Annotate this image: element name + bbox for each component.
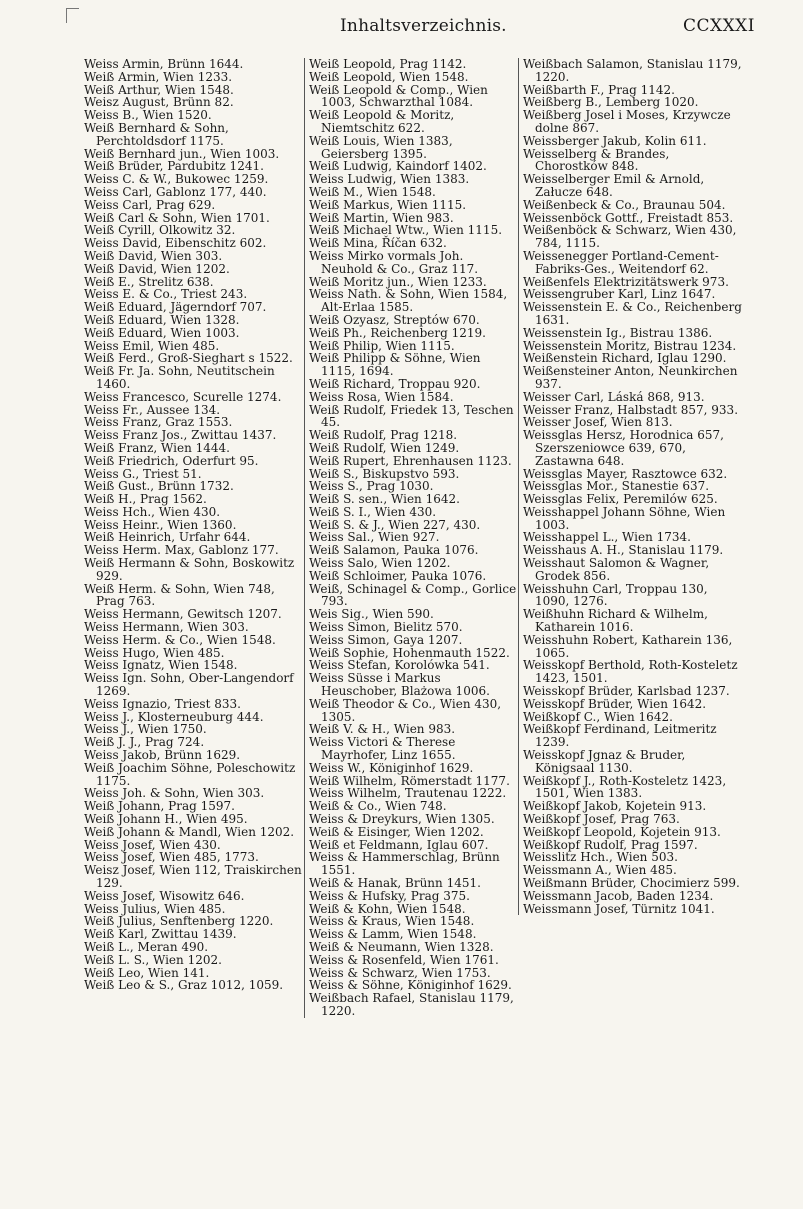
index-entry: Weiss Victori & Therese Mayrhofer, Linz 1655.: [309, 735, 456, 763]
index-entry: Weiß Leopold & Comp., Wien 1003, Schwarzthal 1084.: [309, 82, 488, 110]
index-entry: Weiß H., Prag 1562.: [84, 492, 207, 507]
index-entry: Weiß V. & H., Wien 983.: [309, 722, 456, 737]
index-entry: Weiss Herm. Max, Gablonz 177.: [84, 543, 279, 558]
index-entry: Weisskopf Brüder, Karlsbad 1237.: [523, 684, 730, 699]
index-entry: Weiss Hermann, Gewitsch 1207.: [84, 607, 282, 622]
index-entry: Weiß Johann & Mandl, Wien 1202.: [84, 824, 295, 839]
index-entry: Weiss Josef, Wisowitz 646.: [84, 888, 245, 903]
index-entry: Weißensteiner Anton, Neunkirchen 937.: [523, 364, 738, 391]
index-entry: Weiß Johann H., Wien 495.: [84, 812, 248, 827]
index-entry: Weiss Josef, Wien 430.: [84, 837, 221, 852]
index-entry: Weiß Louis, Wien 1383, Geiersberg 1395.: [309, 133, 453, 161]
index-entry: Weiß Karl, Zwittau 1439.: [84, 927, 237, 942]
index-entry: Weiß Hermann & Sohn, Boskowitz 929.: [84, 556, 295, 583]
index-entry: Weisshuhn Carl, Troppau 130, 1090, 1276.: [523, 581, 708, 609]
index-entry: Weiß Bernhard & Sohn, Perchtoldsdorf 1175.: [84, 120, 229, 148]
index-entry: Weiß E., Strelitz 638.: [84, 274, 214, 289]
index-entry: Weiß Ozyasz, Streptów 670.: [309, 312, 480, 327]
index-entry: Weiß L. S., Wien 1202.: [84, 952, 222, 967]
index-entry: Weißenbeck & Co., Braunau 504.: [523, 197, 726, 212]
index-entry: Weißkopf Josef, Prag 763.: [523, 812, 680, 827]
index-entry: Weiss Fr., Aussee 134.: [84, 402, 221, 417]
index-entry: Weißenböck & Schwarz, Wien 430, 784, 1115.: [523, 223, 737, 251]
index-entry: Weiß Herm. & Sohn, Wien 748, Prag 763.: [84, 581, 275, 609]
index-entry: Weissenstein Ig., Bistrau 1386.: [523, 325, 713, 340]
index-entry: Weiss Ignazio, Triest 833.: [84, 696, 241, 711]
index-entry: Weiß Gust., Brünn 1732.: [84, 479, 234, 494]
index-entry: Weiss & Rosenfeld, Wien 1761.: [309, 952, 499, 967]
index-entry: Weiss Emil, Wien 485.: [84, 338, 220, 353]
index-entry: Weisshaut Salomon & Wagner, Grodek 856.: [523, 556, 710, 583]
index-entry: Weiß Julius, Senftenberg 1220.: [84, 914, 274, 929]
index-entry: Weiß Rudolf, Prag 1218.: [309, 428, 458, 443]
index-entry: Weissenböck Gottf., Freistadt 853.: [523, 210, 734, 225]
index-entry: Weiß & Neumann, Wien 1328.: [309, 939, 494, 954]
index-entry: Weiß Rudolf, Wien 1249.: [309, 440, 460, 455]
index-entry: Weiss W., Königinhof 1629.: [309, 760, 474, 775]
index-entry: Weiß Franz, Wien 1444.: [84, 440, 230, 455]
index-entry: Weißkopf Ferdinand, Leitmeritz 1239.: [523, 722, 717, 750]
index-entry: Weißkopf Leopold, Kojetein 913.: [523, 824, 721, 839]
index-entry: Weiß Philipp & Söhne, Wien 1115, 1694.: [309, 351, 481, 379]
index-entry: Weiss Hch., Wien 430.: [84, 504, 221, 519]
index-entry: Weiss Franz Jos., Zwittau 1437.: [84, 428, 277, 443]
page-number: CCXXXI: [682, 16, 755, 36]
index-entry: Weiss & Hufsky, Prag 375.: [309, 888, 470, 903]
index-entry: Weiß Leopold, Wien 1548.: [309, 69, 469, 84]
index-entry: Weiß Johann, Prag 1597.: [84, 799, 235, 814]
index-entry: Weiß Friedrich, Oderfurt 95.: [84, 453, 259, 468]
index-entry: Weiß Leo, Wien 141.: [84, 965, 210, 980]
index-entry: Weiß & Kohn, Wien 1548.: [309, 901, 466, 916]
index-entry: Weiss Ign. Sohn, Ober-Langendorf 1269.: [84, 671, 294, 699]
index-entry: Weiß Ferd., Groß-Sieghart s 1522.: [84, 351, 293, 366]
index-entry: Weiss Hugo, Wien 485.: [84, 645, 225, 660]
index-entry: Weiß S., Biskupstvo 593.: [309, 466, 460, 481]
index-entry: Weiss Jakob, Brünn 1629.: [84, 748, 241, 763]
index-entry: Weiß Leopold, Prag 1142.: [309, 57, 467, 71]
index-entry: Weiss David, Eibenschitz 602.: [84, 236, 267, 251]
index-entry: Weissglas Mor., Stanestie 637.: [523, 479, 710, 494]
index-entry: Weiß S. & J., Wien 227, 430.: [309, 517, 481, 532]
index-entry: Weiß Martin, Wien 983.: [309, 210, 454, 225]
index-entry: Weissmann Jacob, Baden 1234.: [523, 888, 714, 903]
index-entry: Weisser Carl, Láská 868, 913.: [523, 389, 705, 404]
index-entry: Weiß Salamon, Pauka 1076.: [309, 543, 479, 558]
index-entry: Weiss Joh. & Sohn, Wien 303.: [84, 786, 265, 801]
index-entry: Weiss S., Prag 1030.: [309, 479, 434, 494]
index-entry: Weißmann Brüder, Chocimierz 599.: [523, 876, 740, 890]
index-entry: Weiß Markus, Wien 1115.: [309, 197, 467, 212]
index-entry: Weiss Armin, Brünn 1644.: [84, 57, 244, 71]
index-entry: Weiss Josef, Wien 485, 1773.: [84, 850, 259, 865]
index-entry: Weiss Stefan, Korolówka 541.: [309, 658, 490, 673]
index-entry: Weisser Franz, Halbstadt 857, 933.: [523, 402, 739, 417]
index-entry: Weiss C. & W., Bukowec 1259.: [84, 172, 269, 187]
index-entry: Weissmann A., Wien 485.: [523, 863, 677, 878]
index-entry: Weißenfels Elektrizitätswerk 973.: [523, 274, 729, 289]
index-entry: Weiß Cyrill, Olkowitz 32.: [84, 223, 236, 238]
index-entry: Weiss Salo, Wien 1202.: [309, 556, 451, 571]
index-entry: Weißkopf Rudolf, Prag 1597.: [523, 837, 698, 852]
index-entry: Weiß J. J., Prag 724.: [84, 735, 205, 750]
page-title: Inhaltsverzeichnis.: [340, 16, 507, 36]
index-entry: Weiß Rupert, Ehrenhausen 1123.: [309, 453, 512, 468]
index-entry: Weiß Carl & Sohn, Wien 1701.: [84, 210, 270, 225]
index-entry: Weiß L., Meran 490.: [84, 939, 209, 954]
index-entry: Weisshaus A. H., Stanislau 1179.: [523, 543, 724, 558]
index-entry: Weiß M., Wien 1548.: [309, 184, 436, 199]
index-entry: Weiß Theodor & Co., Wien 430, 1305.: [309, 696, 502, 724]
index-entry: Weißberg Josel i Moses, Krzywcze dolne 867.: [523, 108, 731, 135]
index-entry: Weiß Rudolf, Friedek 13, Teschen 45.: [309, 402, 514, 430]
index-entry: Weiss Ignatz, Wien 1548.: [84, 658, 238, 673]
index-entry: Weiss G., Triest 51.: [84, 466, 202, 481]
page-header: [0, 16, 803, 42]
index-entry: Weißhuhn Richard & Wilhelm, Katharein 1016.: [523, 607, 708, 635]
index-entry: Weiss & Kraus, Wien 1548.: [309, 914, 475, 929]
index-entry: Weiß Ludwig, Kaindorf 1402.: [309, 159, 487, 174]
index-entry: Weißbarth F., Prag 1142.: [523, 82, 675, 97]
index-entry: Weißbach Salamon, Stanislau 1179, 1220.: [523, 57, 742, 84]
index-entry: Weisshuhn Robert, Katharein 136, 1065.: [523, 632, 733, 660]
index-entry: Weiß et Feldmann, Iglau 607.: [309, 837, 489, 852]
index-entry: Weiß Moritz jun., Wien 1233.: [309, 274, 487, 289]
index-entry: Weiß Arthur, Wien 1548.: [84, 82, 234, 97]
index-entry: Weiß Leo & S., Graz 1012, 1059.: [84, 978, 284, 993]
index-entry: Weiß, Schinagel & Comp., Gorlice 793.: [309, 581, 517, 609]
index-column-1: [84, 58, 302, 992]
index-entry: Weiss Carl, Gablonz 177, 440.: [84, 184, 267, 199]
index-entry: Weissberger Jakub, Kolin 611.: [523, 133, 707, 148]
index-entry: Weiss Süsse i Markus Heuschober, Blażowa 1006.: [309, 671, 490, 699]
index-entry: Weisshappel L., Wien 1734.: [523, 530, 691, 545]
index-entry: Weiss J., Wien 1750.: [84, 722, 207, 737]
index-entry: Weisz Josef, Wien 112, Traiskirchen 129.: [84, 863, 302, 890]
index-column-3: [518, 58, 745, 915]
index-entry: Weiss J., Klosterneuburg 444.: [84, 709, 264, 724]
index-entry: Weisskopf Brüder, Wien 1642.: [523, 696, 707, 711]
index-entry: Weiss Heinr., Wien 1360.: [84, 517, 237, 532]
index-entry: Weissengruber Karl, Linz 1647.: [523, 287, 716, 302]
index-entry: Weiß Michael Wtw., Wien 1115.: [309, 223, 503, 238]
index-entry: Weiß Bernhard jun., Wien 1003.: [84, 146, 280, 161]
index-entry: Weiss Herm. & Co., Wien 1548.: [84, 632, 276, 647]
index-entry: Weiß Leopold & Moritz, Niemtschitz 622.: [309, 108, 455, 135]
index-entry: Weiß David, Wien 303.: [84, 248, 223, 263]
index-entry: Weiss Carl, Prag 629.: [84, 197, 216, 212]
index-entry: Weiss Julius, Wien 485.: [84, 901, 226, 916]
index-entry: Weisshappel Johann Söhne, Wien 1003.: [523, 504, 726, 532]
index-entry: Weissenstein Moritz, Bistrau 1234.: [523, 338, 737, 353]
index-entry: Weiß Mina, Říčan 632.: [309, 236, 447, 251]
index-entry: Weiss & Lamm, Wien 1548.: [309, 927, 477, 942]
index-entry: Weiß & Co., Wien 748.: [309, 799, 447, 814]
index-entry: Weiss & Dreykurs, Wien 1305.: [309, 812, 495, 827]
index-entry: Weisselberger Emil & Arnold, Załucze 648.: [523, 172, 705, 199]
index-entry: Weiss & Hammerschlag, Brünn 1551.: [309, 850, 500, 878]
index-entry: Weiss Francesco, Scurelle 1274.: [84, 389, 282, 404]
index-entry: Weiß Philip, Wien 1115.: [309, 338, 455, 353]
index-entry: Weißkopf J., Roth-Kosteletz 1423, 1501, Wien 1383.: [523, 773, 727, 801]
index-entry: Weißberg B., Lemberg 1020.: [523, 95, 699, 110]
index-entry: Weiß S. I., Wien 430.: [309, 504, 437, 519]
index-entry: Weiss Rosa, Wien 1584.: [309, 389, 454, 404]
index-entry: Weisskopf Jgnaz & Bruder, Königsaal 1130.: [523, 748, 686, 775]
index-entry: Weiss Sal., Wien 927.: [309, 530, 440, 545]
index-entry: Weiß & Eisinger, Wien 1202.: [309, 824, 484, 839]
index-entry: Weiss Hermann, Wien 303.: [84, 620, 249, 635]
index-entry: Weisskopf Berthold, Roth-Kosteletz 1423, 1501.: [523, 658, 738, 686]
index-entry: Weiß David, Wien 1202.: [84, 261, 230, 276]
index-entry: Weiß Joachim Söhne, Poleschowitz 1175.: [84, 760, 296, 788]
index-entry: Weiß Richard, Troppau 920.: [309, 376, 481, 391]
index-entry: Weiss & Schwarz, Wien 1753.: [309, 965, 491, 980]
index-entry: Weiss E. & Co., Triest 243.: [84, 287, 248, 302]
index-entry: Weisz August, Brünn 82.: [84, 95, 234, 110]
index-entry: Weiß S. sen., Wien 1642.: [309, 492, 460, 507]
index-entry: Weis Sig., Wien 590.: [309, 607, 434, 622]
index-entry: Weiß Fr. Ja. Sohn, Neutitschein 1460.: [84, 364, 275, 391]
index-entry: Weissglas Hersz, Horodnica 657, Szerszeniowce 639, 670, Zastawna 648.: [523, 428, 724, 468]
index-entry: Weissglas Felix, Peremilów 625.: [523, 492, 718, 507]
index-entry: Weiss Ludwig, Wien 1383.: [309, 172, 470, 187]
index-entry: Weißbach Rafael, Stanislau 1179, 1220.: [309, 991, 514, 1018]
index-entry: Weiss Nath. & Sohn, Wien 1584, Alt-Erlaa 1585.: [309, 287, 508, 315]
index-entry: Weißkopf Jakob, Kojetein 913.: [523, 799, 707, 814]
index-entry: Weisser Josef, Wien 813.: [523, 415, 673, 430]
index-entry: Weiß Sophie, Hohenmauth 1522.: [309, 645, 510, 660]
index-entry: Weiß Eduard, Wien 1003.: [84, 325, 240, 340]
index-entry: Weißenstein Richard, Iglau 1290.: [523, 351, 727, 366]
index-entry: Weiss Simon, Bielitz 570.: [309, 620, 463, 635]
index-entry: Weissenstein E. & Co., Reichenberg 1631.: [523, 300, 742, 327]
index-entry: Weiß Heinrich, Urfahr 644.: [84, 530, 251, 545]
index-entry: Weissglas Mayer, Rasztowce 632.: [523, 466, 728, 481]
index-entry: Weissmann Josef, Türnitz 1041.: [523, 901, 715, 916]
index-entry: Weiss Mirko vormals Joh. Neuhold & Co., Graz 117.: [309, 248, 479, 276]
index-entry: Weisslitz Hch., Wien 503.: [523, 850, 678, 865]
index-entry: Weiß Wilhelm, Römerstadt 1177.: [309, 773, 510, 788]
index-entry: Weiss Wilhelm, Trautenau 1222.: [309, 786, 507, 801]
index-entry: Weiss Franz, Graz 1553.: [84, 415, 233, 430]
index-column-2: [304, 58, 517, 1018]
index-entry: Weiss & Söhne, Königinhof 1629.: [309, 978, 512, 993]
index-entry: Weißkopf C., Wien 1642.: [523, 709, 673, 724]
index-entry: Weiß Ph., Reichenberg 1219.: [309, 325, 486, 340]
index-entry: Weiß Schloimer, Pauka 1076.: [309, 568, 487, 583]
index-entry: Weiß Armin, Wien 1233.: [84, 69, 233, 84]
index-entry: Weiß & Hanak, Brünn 1451.: [309, 876, 481, 890]
index-entry: Weiss Simon, Gaya 1207.: [309, 632, 463, 647]
index-entry: Weiß Eduard, Jägerndorf 707.: [84, 300, 267, 315]
index-entry: Weiss B., Wien 1520.: [84, 108, 212, 123]
index-entry: Weisselberg & Brandes, Chorostków 848.: [523, 146, 670, 174]
index-entry: Weiß Eduard, Wien 1328.: [84, 312, 240, 327]
index-entry: Weiß Brüder, Pardubitz 1241.: [84, 159, 264, 174]
index-entry: Weissenegger Portland-Cement-Fabriks-Ges., Weitendorf 62.: [523, 248, 719, 276]
